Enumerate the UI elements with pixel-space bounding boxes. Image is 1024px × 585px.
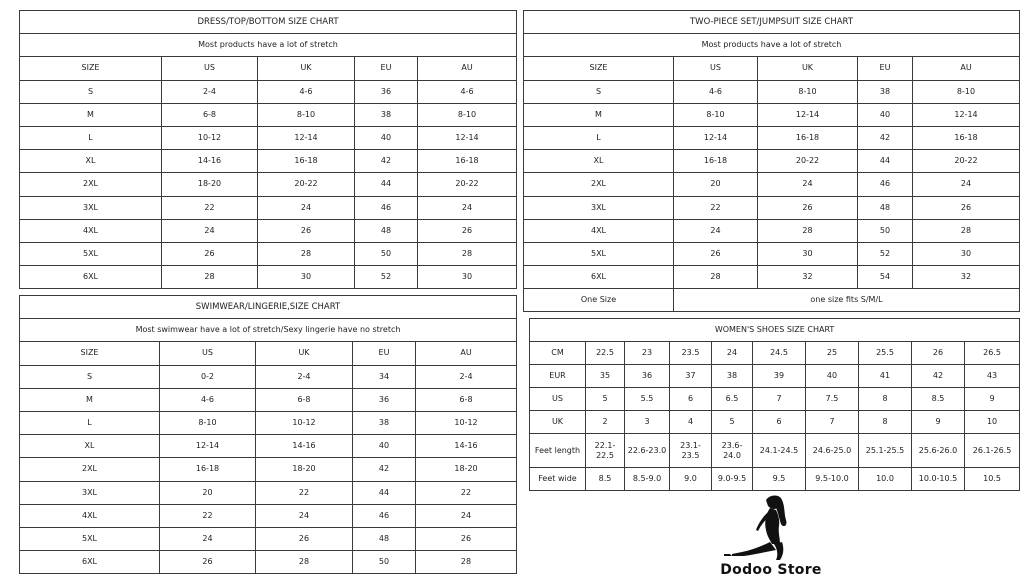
column-header: SIZE xyxy=(20,342,160,365)
column-header: US xyxy=(160,342,256,365)
size-label: M xyxy=(20,388,160,411)
size-value: 24 xyxy=(256,504,353,527)
table-row xyxy=(20,481,517,504)
size-label: L xyxy=(20,126,162,149)
size-value: 22 xyxy=(674,196,758,219)
size-value: 26 xyxy=(913,196,1020,219)
shoe-size-value: 36 xyxy=(625,365,670,388)
size-value: 54 xyxy=(858,266,913,289)
size-value: 24 xyxy=(674,219,758,242)
size-value: 18-20 xyxy=(416,458,517,481)
size-value: 4-6 xyxy=(418,80,517,103)
shoe-size-value: 24.6-25.0 xyxy=(806,434,859,468)
size-value: 24 xyxy=(758,173,858,196)
two-piece-size-chart xyxy=(523,10,1020,312)
dress-chart-title: DRESS/TOP/BOTTOM SIZE CHART xyxy=(20,11,517,34)
size-value: 44 xyxy=(355,173,418,196)
size-value: 50 xyxy=(355,242,418,265)
column-header: SIZE xyxy=(524,57,674,80)
size-value: 46 xyxy=(355,196,418,219)
table-row xyxy=(530,388,1020,411)
size-label: 6XL xyxy=(20,266,162,289)
shoe-size-value: 8.5-9.0 xyxy=(625,468,670,491)
shoe-size-value: 23.5 xyxy=(670,342,712,365)
size-value: 48 xyxy=(355,219,418,242)
table-row xyxy=(524,80,1020,103)
size-label: 4XL xyxy=(20,219,162,242)
size-value: 8-10 xyxy=(758,80,858,103)
size-value: 32 xyxy=(913,266,1020,289)
store-logo xyxy=(706,494,836,582)
size-label: 3XL xyxy=(524,196,674,219)
size-value: 20-22 xyxy=(418,173,517,196)
size-value: 4-6 xyxy=(674,80,758,103)
size-value: 8-10 xyxy=(160,411,256,434)
shoe-size-value: 22.1-22.5 xyxy=(586,434,625,468)
size-label: 4XL xyxy=(20,504,160,527)
size-value: 20-22 xyxy=(913,150,1020,173)
shoe-measure-label: Feet length xyxy=(530,434,586,468)
size-value: 8-10 xyxy=(258,103,355,126)
size-value: 22 xyxy=(256,481,353,504)
size-value: 50 xyxy=(858,219,913,242)
size-value: 44 xyxy=(353,481,416,504)
shoe-size-value: 10 xyxy=(965,411,1020,434)
size-value: 42 xyxy=(355,150,418,173)
column-header: UK xyxy=(258,57,355,80)
shoe-size-value: 39 xyxy=(753,365,806,388)
table-row xyxy=(524,126,1020,149)
shoe-size-value: 9.5 xyxy=(753,468,806,491)
size-value: 28 xyxy=(758,219,858,242)
size-value: 2-4 xyxy=(162,80,258,103)
size-value: 24 xyxy=(416,504,517,527)
shoe-size-value: 37 xyxy=(670,365,712,388)
size-label: 3XL xyxy=(20,481,160,504)
table-row xyxy=(20,411,517,434)
size-value: 8-10 xyxy=(418,103,517,126)
shoe-size-value: 8 xyxy=(859,388,912,411)
size-value: 20 xyxy=(674,173,758,196)
table-row xyxy=(524,196,1020,219)
shoe-size-value: 22.5 xyxy=(586,342,625,365)
column-header: UK xyxy=(256,342,353,365)
shoe-size-value: 5.5 xyxy=(625,388,670,411)
size-value: 18-20 xyxy=(256,458,353,481)
shoe-size-value: 3 xyxy=(625,411,670,434)
table-row xyxy=(524,266,1020,289)
shoe-size-value: 9.5-10.0 xyxy=(806,468,859,491)
size-label: S xyxy=(20,365,160,388)
shoe-size-value: 2 xyxy=(586,411,625,434)
size-label: 6XL xyxy=(20,551,160,574)
size-value: 38 xyxy=(353,411,416,434)
size-value: 2-4 xyxy=(416,365,517,388)
header-row xyxy=(20,342,517,365)
shoe-size-value: 26 xyxy=(912,342,965,365)
size-label: 2XL xyxy=(20,458,160,481)
shoe-size-value: 35 xyxy=(586,365,625,388)
size-value: 20-22 xyxy=(758,150,858,173)
shoe-size-value: 25.1-25.5 xyxy=(859,434,912,468)
size-value: 42 xyxy=(353,458,416,481)
size-value: 4-6 xyxy=(258,80,355,103)
shoe-size-value: 8.5 xyxy=(586,468,625,491)
column-header: US xyxy=(162,57,258,80)
size-value: 28 xyxy=(416,551,517,574)
size-value: 30 xyxy=(913,242,1020,265)
two-piece-chart-title: TWO-PIECE SET/JUMPSUIT SIZE CHART xyxy=(524,11,1020,34)
size-value: 18-20 xyxy=(162,173,258,196)
two-piece-chart-note: Most products have a lot of stretch xyxy=(524,34,1020,57)
size-label: S xyxy=(20,80,162,103)
shoe-size-value: 9.0-9.5 xyxy=(712,468,753,491)
table-row xyxy=(530,342,1020,365)
table-row xyxy=(524,103,1020,126)
column-header: UK xyxy=(758,57,858,80)
size-value: 46 xyxy=(858,173,913,196)
shoe-size-value: 24.1-24.5 xyxy=(753,434,806,468)
size-value: 12-14 xyxy=(258,126,355,149)
size-value: 28 xyxy=(913,219,1020,242)
size-value: 32 xyxy=(758,266,858,289)
size-value: 22 xyxy=(416,481,517,504)
size-label: M xyxy=(524,103,674,126)
size-value: 28 xyxy=(256,551,353,574)
size-value: 40 xyxy=(353,435,416,458)
size-value: 14-16 xyxy=(162,150,258,173)
size-value: 12-14 xyxy=(758,103,858,126)
store-name: Dodoo Store xyxy=(720,562,822,578)
shoe-size-value: 25 xyxy=(806,342,859,365)
dress-chart-note: Most products have a lot of stretch xyxy=(20,34,517,57)
table-row xyxy=(20,365,517,388)
size-value: 12-14 xyxy=(160,435,256,458)
size-value: 26 xyxy=(418,219,517,242)
column-header: US xyxy=(674,57,758,80)
shoe-size-value: 8.5 xyxy=(912,388,965,411)
size-value: 46 xyxy=(353,504,416,527)
shoe-measure-label: Feet wide xyxy=(530,468,586,491)
table-row xyxy=(530,411,1020,434)
header-row xyxy=(20,57,517,80)
size-value: 10-12 xyxy=(416,411,517,434)
shoe-size-value: 6 xyxy=(670,388,712,411)
size-value: 40 xyxy=(355,126,418,149)
seated-woman-silhouette-icon xyxy=(706,494,836,564)
size-value: 38 xyxy=(858,80,913,103)
size-label: 2XL xyxy=(20,173,162,196)
size-value: 10-12 xyxy=(256,411,353,434)
shoes-size-chart xyxy=(529,318,1020,491)
size-value: 14-16 xyxy=(256,435,353,458)
size-value: 6-8 xyxy=(256,388,353,411)
size-value: 4-6 xyxy=(160,388,256,411)
shoe-size-value: 22.6-23.0 xyxy=(625,434,670,468)
size-value: 26 xyxy=(160,551,256,574)
dress-chart-body xyxy=(20,57,517,289)
shoe-size-value: 40 xyxy=(806,365,859,388)
size-value: 28 xyxy=(674,266,758,289)
size-value: 36 xyxy=(353,388,416,411)
column-header: EU xyxy=(858,57,913,80)
table-row xyxy=(20,504,517,527)
size-value: 2-4 xyxy=(256,365,353,388)
size-value: 26 xyxy=(256,527,353,550)
size-value: 30 xyxy=(258,266,355,289)
shoe-size-value: 23.6-24.0 xyxy=(712,434,753,468)
shoe-size-value: 7.5 xyxy=(806,388,859,411)
size-value: 24 xyxy=(258,196,355,219)
shoe-size-value: 38 xyxy=(712,365,753,388)
shoe-size-value: 42 xyxy=(912,365,965,388)
shoe-size-value: 4 xyxy=(670,411,712,434)
one-size-value: one size fits S/M/L xyxy=(674,289,1020,312)
shoe-size-value: 25.5 xyxy=(859,342,912,365)
size-value: 0-2 xyxy=(160,365,256,388)
swim-chart-title: SWIMWEAR/LINGERIE,SIZE CHART xyxy=(20,296,517,319)
shoe-size-value: 43 xyxy=(965,365,1020,388)
shoe-size-value: 26.1-26.5 xyxy=(965,434,1020,468)
size-value: 24 xyxy=(913,173,1020,196)
size-label: S xyxy=(524,80,674,103)
table-row xyxy=(20,219,517,242)
dress-size-chart xyxy=(19,10,517,289)
size-value: 16-18 xyxy=(674,150,758,173)
table-row xyxy=(530,434,1020,468)
table-row xyxy=(20,196,517,219)
size-value: 42 xyxy=(858,126,913,149)
size-value: 20-22 xyxy=(258,173,355,196)
size-value: 26 xyxy=(416,527,517,550)
size-label: XL xyxy=(524,150,674,173)
size-value: 28 xyxy=(418,242,517,265)
shoes-chart-body xyxy=(530,342,1020,491)
shoe-size-value: 7 xyxy=(806,411,859,434)
table-row xyxy=(20,80,517,103)
size-label: L xyxy=(20,411,160,434)
size-label: 5XL xyxy=(20,242,162,265)
size-label: 4XL xyxy=(524,219,674,242)
size-value: 38 xyxy=(355,103,418,126)
shoe-size-value: 24 xyxy=(712,342,753,365)
table-row xyxy=(20,551,517,574)
size-value: 30 xyxy=(418,266,517,289)
header-row xyxy=(524,57,1020,80)
table-row xyxy=(20,242,517,265)
column-header: AU xyxy=(913,57,1020,80)
size-label: 5XL xyxy=(524,242,674,265)
size-value: 52 xyxy=(858,242,913,265)
size-value: 22 xyxy=(162,196,258,219)
size-value: 16-18 xyxy=(418,150,517,173)
table-row xyxy=(20,527,517,550)
size-value: 40 xyxy=(858,103,913,126)
size-value: 34 xyxy=(353,365,416,388)
shoe-size-value: 10.5 xyxy=(965,468,1020,491)
size-value: 28 xyxy=(162,266,258,289)
shoe-measure-label: EUR xyxy=(530,365,586,388)
size-label: M xyxy=(20,103,162,126)
size-value: 24 xyxy=(160,527,256,550)
size-value: 6-8 xyxy=(162,103,258,126)
two-piece-chart-body xyxy=(524,57,1020,289)
size-value: 24 xyxy=(162,219,258,242)
shoe-size-value: 23.1-23.5 xyxy=(670,434,712,468)
size-value: 28 xyxy=(258,242,355,265)
size-value: 12-14 xyxy=(674,126,758,149)
shoe-size-value: 10.0-10.5 xyxy=(912,468,965,491)
size-label: 6XL xyxy=(524,266,674,289)
table-row xyxy=(524,150,1020,173)
table-row xyxy=(530,365,1020,388)
table-row xyxy=(20,266,517,289)
shoe-size-value: 23 xyxy=(625,342,670,365)
size-value: 10-12 xyxy=(162,126,258,149)
size-value: 16-18 xyxy=(758,126,858,149)
shoe-size-value: 41 xyxy=(859,365,912,388)
swim-chart-body xyxy=(20,342,517,574)
table-row xyxy=(524,173,1020,196)
size-value: 52 xyxy=(355,266,418,289)
size-value: 16-18 xyxy=(913,126,1020,149)
swimwear-size-chart xyxy=(19,295,517,574)
table-row xyxy=(20,150,517,173)
table-row xyxy=(524,219,1020,242)
shoes-chart-title: WOMEN'S SHOES SIZE CHART xyxy=(530,319,1020,342)
size-label: XL xyxy=(20,435,160,458)
size-value: 30 xyxy=(758,242,858,265)
size-value: 22 xyxy=(160,504,256,527)
shoe-measure-label: CM xyxy=(530,342,586,365)
column-header: AU xyxy=(418,57,517,80)
size-value: 26 xyxy=(674,242,758,265)
table-row xyxy=(524,242,1020,265)
shoe-size-value: 7 xyxy=(753,388,806,411)
table-row xyxy=(20,103,517,126)
size-value: 48 xyxy=(353,527,416,550)
shoe-size-value: 10.0 xyxy=(859,468,912,491)
table-row xyxy=(20,388,517,411)
size-value: 8-10 xyxy=(913,80,1020,103)
size-label: 5XL xyxy=(20,527,160,550)
column-header: EU xyxy=(355,57,418,80)
shoe-measure-label: UK xyxy=(530,411,586,434)
shoe-size-value: 8 xyxy=(859,411,912,434)
size-value: 44 xyxy=(858,150,913,173)
table-row xyxy=(20,126,517,149)
shoe-measure-label: US xyxy=(530,388,586,411)
table-row xyxy=(20,435,517,458)
size-value: 36 xyxy=(355,80,418,103)
shoe-size-value: 5 xyxy=(586,388,625,411)
shoe-size-value: 9 xyxy=(965,388,1020,411)
size-value: 16-18 xyxy=(258,150,355,173)
size-value: 12-14 xyxy=(418,126,517,149)
column-header: EU xyxy=(353,342,416,365)
shoe-size-value: 5 xyxy=(712,411,753,434)
size-value: 6-8 xyxy=(416,388,517,411)
column-header: SIZE xyxy=(20,57,162,80)
table-row xyxy=(20,173,517,196)
size-label: 2XL xyxy=(524,173,674,196)
column-header: AU xyxy=(416,342,517,365)
size-label: XL xyxy=(20,150,162,173)
size-value: 26 xyxy=(758,196,858,219)
size-value: 26 xyxy=(258,219,355,242)
table-row xyxy=(20,458,517,481)
size-label: 3XL xyxy=(20,196,162,219)
swim-chart-note: Most swimwear have a lot of stretch/Sexy lingerie have no stretch xyxy=(20,319,517,342)
one-size-label: One Size xyxy=(524,289,674,312)
size-value: 26 xyxy=(162,242,258,265)
shoe-size-value: 6 xyxy=(753,411,806,434)
size-value: 12-14 xyxy=(913,103,1020,126)
size-value: 16-18 xyxy=(160,458,256,481)
shoe-size-value: 6.5 xyxy=(712,388,753,411)
size-value: 20 xyxy=(160,481,256,504)
size-value: 24 xyxy=(418,196,517,219)
size-value: 48 xyxy=(858,196,913,219)
shoe-size-value: 26.5 xyxy=(965,342,1020,365)
table-row xyxy=(530,468,1020,491)
size-value: 8-10 xyxy=(674,103,758,126)
shoe-size-value: 9.0 xyxy=(670,468,712,491)
size-value: 50 xyxy=(353,551,416,574)
size-value: 14-16 xyxy=(416,435,517,458)
shoe-size-value: 24.5 xyxy=(753,342,806,365)
shoe-size-value: 9 xyxy=(912,411,965,434)
size-label: L xyxy=(524,126,674,149)
shoe-size-value: 25.6-26.0 xyxy=(912,434,965,468)
